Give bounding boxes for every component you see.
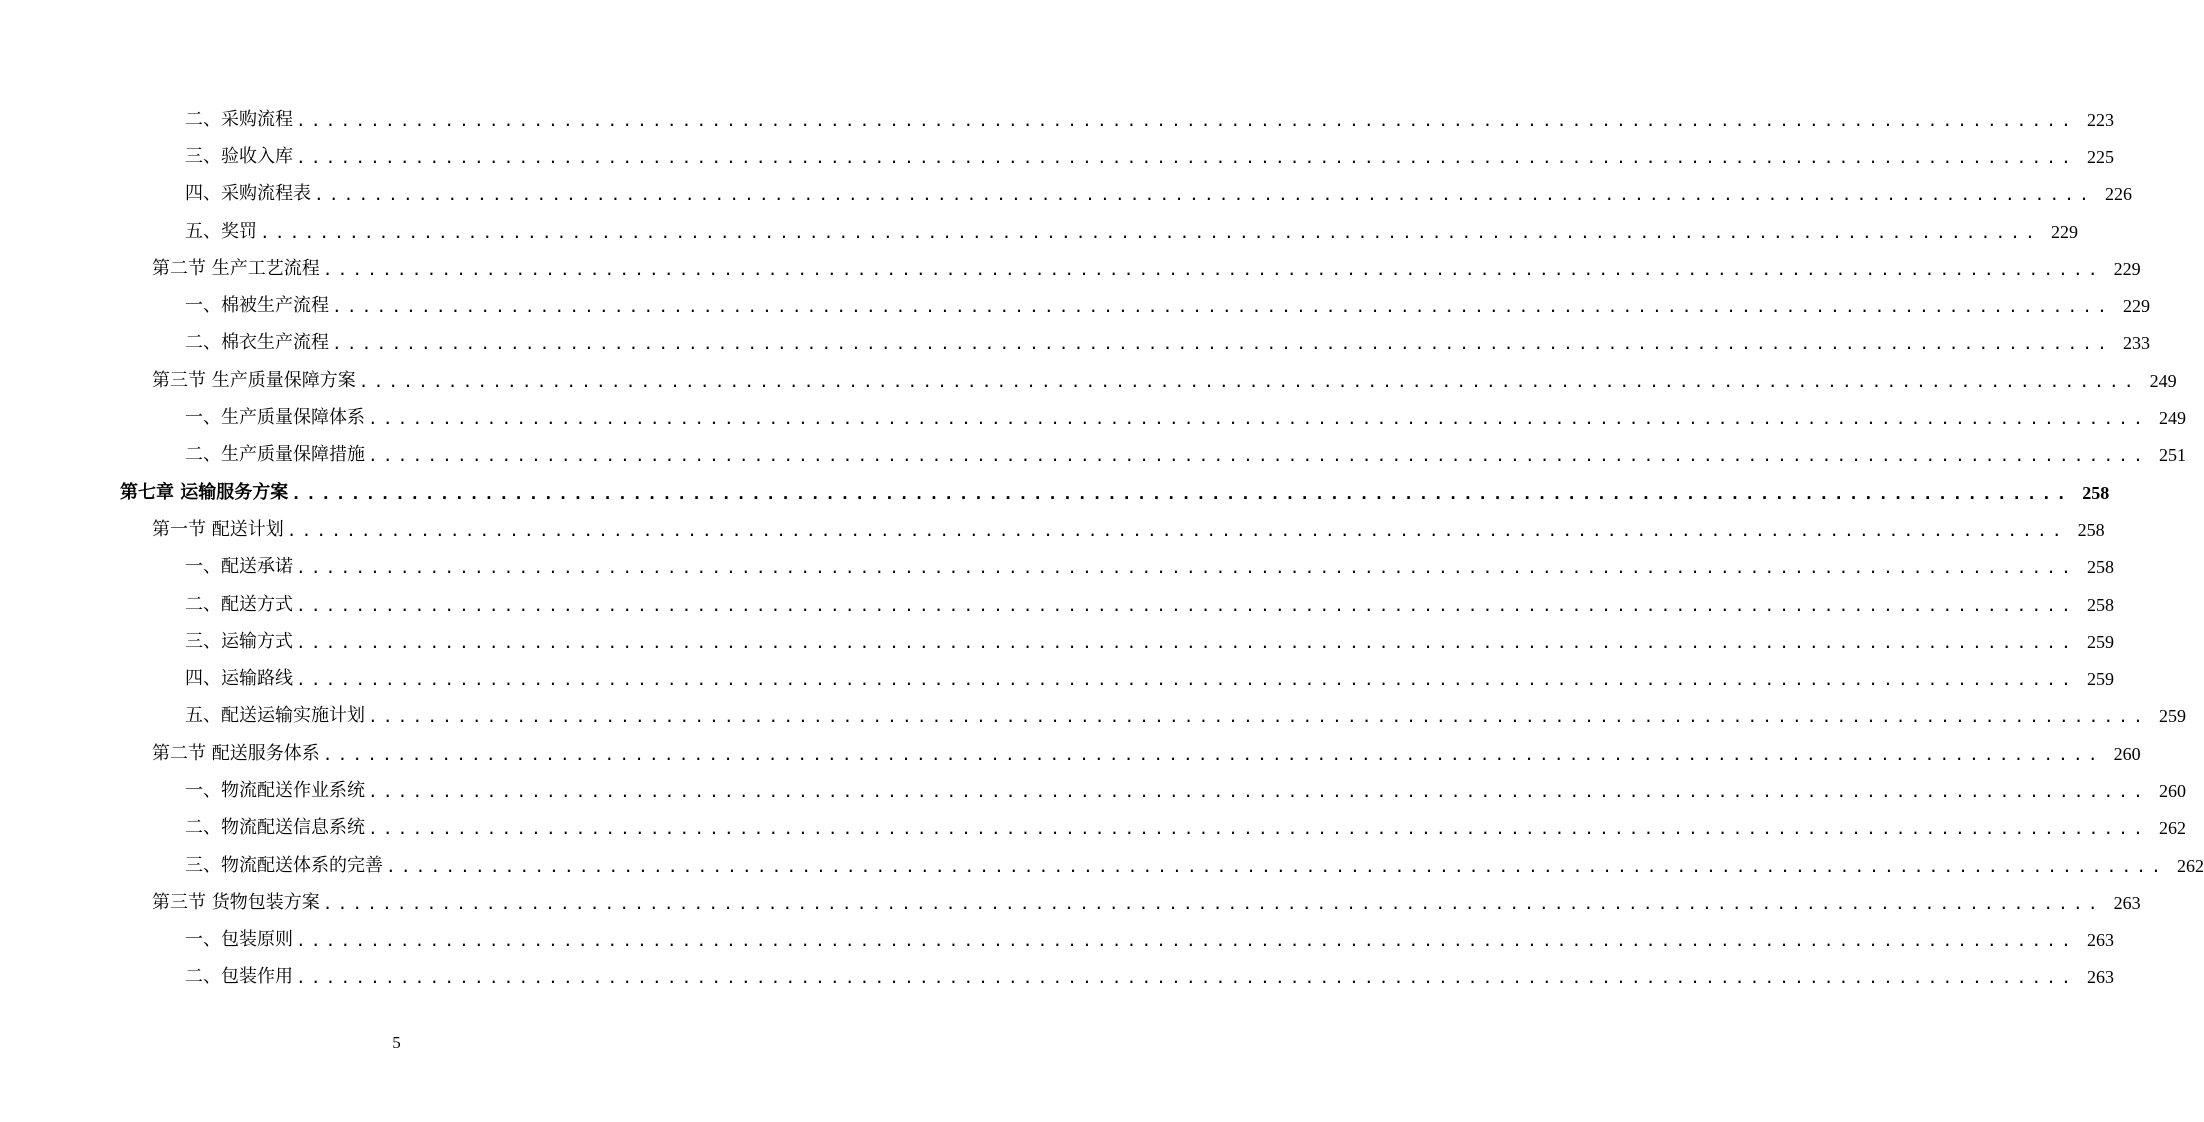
toc-entry-page: 260 bbox=[2113, 743, 2141, 764]
toc-entry-page: 258 bbox=[2086, 557, 2114, 578]
toc-dot-leader: ........................................................................................................................ bbox=[358, 371, 2139, 391]
toc-dot-leader: ........................................................................................................................ bbox=[368, 707, 2148, 727]
toc-dot-leader: ........................................................................................................................ bbox=[296, 632, 2076, 652]
toc-entry-item[interactable] bbox=[0, 399, 2186, 436]
toc-entry-section[interactable] bbox=[0, 511, 2105, 548]
toc-entry-page: 262 bbox=[2176, 855, 2204, 876]
toc-entry-item[interactable] bbox=[0, 138, 2114, 175]
toc-entry-title: 四、采购流程表 bbox=[185, 183, 311, 205]
toc-entry-page: 249 bbox=[2158, 408, 2186, 429]
toc-dot-leader: ........................................................................................................................ bbox=[368, 781, 2148, 801]
toc-entry-item[interactable] bbox=[0, 623, 2114, 660]
toc-entry-page: 263 bbox=[2113, 892, 2141, 913]
toc-dot-leader: ........................................................................................................................ bbox=[260, 222, 2040, 242]
toc-entry-title: 二、包装作用 bbox=[185, 966, 293, 988]
toc-entry-item[interactable] bbox=[0, 586, 2114, 623]
toc-entry-section[interactable] bbox=[0, 250, 2141, 287]
toc-entry-title: 第一节 配送计划 bbox=[152, 518, 284, 540]
toc-entry-title: 一、配送承诺 bbox=[185, 556, 293, 578]
toc-dot-leader: ........................................................................................................................ bbox=[296, 931, 2076, 951]
toc-entry-item[interactable] bbox=[0, 922, 2114, 959]
toc-entry-title: 一、包装原则 bbox=[185, 929, 293, 951]
toc-entry-section[interactable] bbox=[0, 362, 2177, 399]
toc-entry-page: 229 bbox=[2050, 221, 2078, 242]
toc-entry-item[interactable] bbox=[0, 660, 2114, 697]
toc-entry-title: 五、奖罚 bbox=[185, 220, 257, 242]
toc-entry-page: 251 bbox=[2158, 445, 2186, 466]
toc-entry-page: 229 bbox=[2122, 296, 2150, 317]
toc-entry-title: 第二节 生产工艺流程 bbox=[152, 257, 320, 279]
toc-entry-title: 三、验收入库 bbox=[185, 145, 293, 167]
toc-entry-item[interactable] bbox=[0, 959, 2114, 996]
toc-dot-leader: ........................................................................................................................ bbox=[368, 409, 2148, 429]
toc-entry-page: 259 bbox=[2086, 631, 2114, 652]
toc-entry-title: 二、棉衣生产流程 bbox=[185, 332, 329, 354]
toc-entry-title: 二、物流配送信息系统 bbox=[185, 817, 365, 839]
toc-entry-item[interactable] bbox=[0, 549, 2114, 586]
toc-dot-leader: ........................................................................................................................ bbox=[296, 595, 2076, 615]
toc-entry-title: 五、配送运输实施计划 bbox=[185, 705, 365, 727]
toc-dot-leader: ........................................................................................................................ bbox=[296, 968, 2076, 988]
toc-dot-leader: ........................................................................................................................ bbox=[314, 185, 2094, 205]
toc-entry-page: 263 bbox=[2086, 930, 2114, 951]
toc-entry-item[interactable] bbox=[0, 437, 2186, 474]
toc-dot-leader: ........................................................................................................................ bbox=[296, 670, 2076, 690]
toc-entry-page: 262 bbox=[2158, 818, 2186, 839]
toc-entry-item[interactable] bbox=[0, 176, 2132, 213]
toc-dot-leader: ........................................................................................................................ bbox=[332, 334, 2112, 354]
toc-entry-title: 二、生产质量保障措施 bbox=[185, 444, 365, 466]
toc-dot-leader: ........................................................................................................................ bbox=[322, 893, 2103, 913]
toc-entry-title: 第三节 货物包装方案 bbox=[152, 891, 320, 913]
table-of-contents bbox=[0, 101, 2204, 996]
toc-entry-section[interactable] bbox=[0, 735, 2141, 772]
toc-entry-title: 第三节 生产质量保障方案 bbox=[152, 369, 356, 391]
toc-dot-leader: ........................................................................................................................ bbox=[368, 819, 2148, 839]
toc-entry-title: 二、采购流程 bbox=[185, 108, 293, 130]
toc-dot-leader: ........................................................................................................................ bbox=[296, 147, 2076, 167]
toc-dot-leader: ........................................................................................................................ bbox=[322, 744, 2103, 764]
toc-dot-leader: ........................................................................................................................ bbox=[296, 110, 2076, 130]
toc-entry-page: 258 bbox=[2077, 519, 2105, 540]
toc-entry-page: 260 bbox=[2158, 780, 2186, 801]
toc-entry-page: 258 bbox=[2082, 482, 2110, 503]
toc-dot-leader: ........................................................................................................................ bbox=[332, 297, 2112, 317]
toc-entry-page: 249 bbox=[2149, 370, 2177, 391]
toc-entry-title: 一、物流配送作业系统 bbox=[185, 779, 365, 801]
toc-entry-page: 259 bbox=[2158, 706, 2186, 727]
toc-entry-title: 第七章 运输服务方案 bbox=[120, 481, 289, 503]
toc-dot-leader: ........................................................................................................................ bbox=[296, 558, 2076, 578]
toc-dot-leader: ........................................................................................................................ bbox=[386, 856, 2166, 876]
toc-entry-title: 第二节 配送服务体系 bbox=[152, 742, 320, 764]
toc-dot-leader: ........................................................................................................................ bbox=[368, 446, 2148, 466]
toc-entry-title: 三、运输方式 bbox=[185, 630, 293, 652]
toc-entry-page: 259 bbox=[2086, 669, 2114, 690]
toc-entry-item[interactable] bbox=[0, 772, 2186, 809]
toc-entry-page: 225 bbox=[2086, 146, 2114, 167]
toc-dot-leader: ........................................................................................................................ bbox=[322, 259, 2103, 279]
toc-entry-item[interactable] bbox=[0, 810, 2186, 847]
toc-entry-chapter[interactable] bbox=[0, 474, 2110, 511]
toc-entry-title: 二、配送方式 bbox=[185, 593, 293, 615]
toc-entry-item[interactable] bbox=[0, 698, 2186, 735]
page-number: 5 bbox=[392, 1033, 401, 1052]
toc-entry-item[interactable] bbox=[0, 101, 2114, 138]
toc-entry-section[interactable] bbox=[0, 884, 2141, 921]
toc-entry-item[interactable] bbox=[0, 213, 2078, 250]
toc-dot-leader: ........................................................................................................................ bbox=[286, 520, 2067, 540]
toc-entry-title: 一、生产质量保障体系 bbox=[185, 407, 365, 429]
toc-dot-leader: ........................................................................................................................ bbox=[291, 483, 2072, 503]
toc-entry-page: 229 bbox=[2113, 258, 2141, 279]
toc-entry-page: 226 bbox=[2104, 184, 2132, 205]
toc-entry-page: 233 bbox=[2122, 333, 2150, 354]
toc-entry-page: 258 bbox=[2086, 594, 2114, 615]
toc-entry-item[interactable] bbox=[0, 287, 2150, 324]
toc-entry-title: 三、物流配送体系的完善 bbox=[185, 854, 383, 876]
toc-entry-title: 四、运输路线 bbox=[185, 668, 293, 690]
toc-entry-item[interactable] bbox=[0, 325, 2150, 362]
toc-entry-page: 263 bbox=[2086, 967, 2114, 988]
toc-entry-title: 一、棉被生产流程 bbox=[185, 295, 329, 317]
toc-entry-item[interactable] bbox=[0, 847, 2204, 884]
toc-entry-page: 223 bbox=[2086, 109, 2114, 130]
